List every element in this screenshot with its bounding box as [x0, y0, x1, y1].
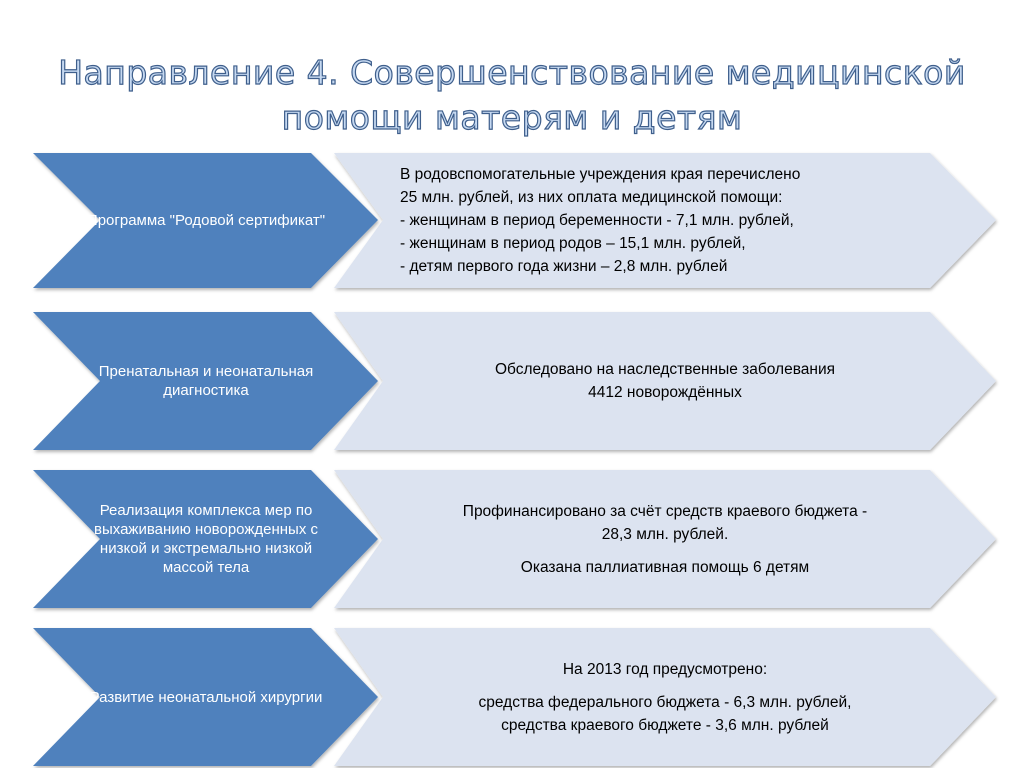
- row-3-label: Реализация комплекса мер по выхаживанию новорожденных с низкой и экстремально низкой массой тела: [94, 502, 318, 576]
- row-1-detail-line-2: 25 млн. рублей, из них оплата медицинской помощи:: [400, 189, 783, 206]
- row-2-label: Пренатальная и неонатальная диагностика: [98, 363, 314, 399]
- row-4-detail: [380, 628, 950, 766]
- row-1-detail: [400, 163, 940, 278]
- row-4-detail-line-1: На 2013 год предусмотрено:: [562, 660, 768, 678]
- row-4-detail-line-3: средства краевого бюджете - 3,6 млн. рублей: [501, 716, 829, 734]
- row-3-detail: [380, 470, 950, 608]
- row-2-detail-line-1: Обследовано на наследственные заболевания: [494, 361, 835, 378]
- slide-title-line-2: помощи матерям и детям: [281, 98, 743, 137]
- row-3-detail-line-1: Профинансировано за счёт средств краевого бюджета -: [462, 502, 868, 520]
- row-1-detail-line-1: В родовспомогательные учреждения края перечислено: [400, 166, 801, 183]
- row-1-label: Программа "Родовой сертификат": [86, 212, 326, 229]
- row-3-detail-line-3: Оказана паллиативная помощь 6 детям: [520, 558, 810, 576]
- row-4-label: Развитие неонатальной хирургии: [89, 688, 323, 706]
- row-4-detail-line-2: средства федерального бюджета - 6,3 млн. рублей,: [478, 693, 852, 711]
- row-1-detail-line-5: - детям первого года жизни – 2,8 млн. рублей: [400, 258, 728, 275]
- slide-title-line-1: Направление 4. Совершенствование медицинской: [58, 53, 966, 92]
- row-3-detail-line-2: 28,3 млн. рублей.: [601, 525, 729, 543]
- row-2-detail-line-2: 4412 новорождённых: [588, 384, 742, 401]
- row-1-detail-line-4: - женщинам в период родов – 15,1 млн. рублей,: [400, 235, 746, 252]
- row-1-detail-line-3: - женщинам в период беременности - 7,1 млн. рублей,: [400, 212, 794, 229]
- row-2-detail: [380, 312, 950, 450]
